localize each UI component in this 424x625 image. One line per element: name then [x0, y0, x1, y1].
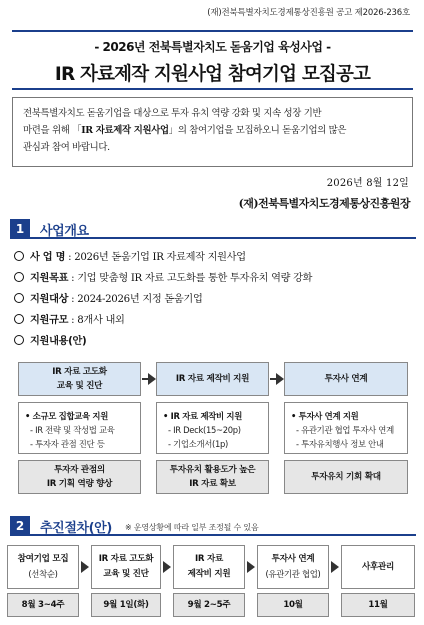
flow-desc-1-item-1: - IR 전략 및 작성법 교육 [30, 425, 115, 435]
title-box [12, 30, 413, 90]
step-3 [173, 545, 245, 589]
item-key: 지원규모 [30, 315, 69, 326]
flow-result-2-line-2: IR 자료 확보 [189, 479, 236, 489]
flow-desc-3-head: • 투자사 연계 지원 [291, 411, 359, 421]
step-3-line-1: IR 자료 [195, 554, 223, 564]
step-5-line-1: 사후관리 [361, 561, 394, 572]
step-5 [341, 545, 415, 589]
flow-desc-1 [18, 402, 141, 454]
overview-item-target [14, 287, 414, 308]
intro-line-2-pre: 마련을 위해 「 [23, 125, 82, 136]
flow-desc-2-head: • IR 자료 제작비 지원 [163, 411, 243, 421]
section-2-note: ※ 운영상황에 따라 일부 조정될 수 있음 [125, 523, 259, 532]
page-title: IR 자료제작 지원사업 참여기업 모집공고 [54, 64, 371, 85]
step-1 [7, 545, 79, 589]
overview-item-scale [14, 308, 414, 329]
item-value: : 8개사 내외 [71, 315, 125, 326]
flow-head-1-line-1: IR 자료 고도화 [52, 367, 107, 377]
step-1-line-1: 참여기업 모집 [17, 554, 69, 564]
arrow-right-icon [331, 561, 339, 573]
arrow-right-icon [247, 561, 255, 573]
step-4 [257, 545, 329, 589]
flow-desc-1-item-2: - 투자자 관점 진단 등 [30, 439, 105, 449]
circle-bullet-icon [14, 314, 24, 324]
intro-line-1: 전북특별자치도 돋움기업을 대상으로 투자 유치 역량 강화 및 지속 성장 기반 [23, 108, 322, 119]
arrow-right-icon [276, 373, 284, 385]
flow-result-2 [156, 460, 269, 494]
step-1-line-2: (선착순) [28, 569, 58, 579]
item-value: : 기업 맞춤형 IR 자료 고도화를 통한 투자유치 역량 강화 [71, 273, 313, 284]
flow-desc-2 [156, 402, 269, 454]
step-2-period [91, 593, 161, 617]
step-5-period [341, 593, 415, 617]
section-2-number: 2 [10, 516, 30, 536]
intro-line-2 [23, 122, 402, 139]
document-number: (재)전북특별자치도경제통상진흥원 공고 제2026-236호 [207, 8, 410, 18]
flow-head-1 [18, 362, 141, 396]
item-key: 지원목표 [30, 273, 69, 284]
intro-line-2-bold: IR 자료제작 지원사업 [81, 125, 169, 136]
flow-result-3-line-1: 투자유치 기회 확대 [311, 472, 381, 482]
step-3-period-text: 9월 2~5주 [187, 600, 231, 610]
item-value: : 2024-2026년 지정 돋움기업 [71, 294, 203, 305]
item-value: : 2026년 돋움기업 IR 자료제작 지원사업 [68, 252, 246, 263]
flow-desc-3 [284, 402, 408, 454]
overview-item-goal [14, 266, 414, 287]
section-1-header [10, 219, 416, 239]
flow-desc-2-item-1: - IR Deck(15~20p) [168, 425, 241, 435]
step-1-period-text: 8월 3~4주 [21, 600, 65, 610]
step-2 [91, 545, 161, 589]
item-key: 사 업 명 [30, 252, 66, 263]
step-2-period-text: 9월 1일(화) [103, 600, 149, 610]
flow-result-2-line-1: 투자유치 활용도가 높은 [169, 465, 256, 475]
step-4-line-2: (유관기관 협업) [265, 569, 321, 579]
step-4-period [257, 593, 329, 617]
arrow-right-icon [163, 561, 171, 573]
flow-result-1-line-1: 투자자 관점의 [54, 465, 105, 475]
circle-bullet-icon [14, 293, 24, 303]
circle-bullet-icon [14, 251, 24, 261]
flow-head-1-line-2: 교육 및 진단 [56, 381, 103, 391]
overview-item-content [14, 329, 414, 350]
flow-head-3 [284, 362, 408, 396]
step-2-line-2: 교육 및 진단 [103, 569, 149, 579]
overview-item-name [14, 245, 414, 266]
overview-list [14, 245, 414, 350]
circle-bullet-icon [14, 272, 24, 282]
step-2-line-1: IR 자료 고도화 [98, 554, 154, 564]
flow-desc-3-item-2: - 투자유치행사 정보 안내 [296, 439, 384, 449]
step-4-period-text: 10월 [283, 600, 303, 610]
flow-result-1 [18, 460, 141, 494]
title-subtitle: - 2026년 전북특별자치도 돋움기업 육성사업 - [94, 40, 331, 54]
item-key: 지원대상 [30, 294, 69, 305]
intro-line-2-post: 」의 참여기업을 모집하오니 돋움기업의 많은 [168, 125, 347, 136]
flow-result-1-line-2: IR 기획 역량 향상 [46, 479, 113, 489]
signer: (재)전북특별자치도경제통상진흥원장 [238, 197, 410, 210]
section-1-number: 1 [10, 219, 30, 239]
step-4-line-1: 투자사 연계 [271, 554, 315, 564]
flow-result-3 [284, 460, 408, 494]
circle-bullet-icon [14, 335, 24, 345]
arrow-right-icon [81, 561, 89, 573]
flow-head-3-line-1: 투자사 연계 [324, 374, 368, 384]
step-5-period-text: 11월 [368, 600, 388, 610]
step-3-line-2: 제작비 지원 [187, 569, 231, 579]
flow-head-2-line-1: IR 자료 제작비 지원 [175, 374, 250, 384]
arrow-right-icon [148, 373, 156, 385]
section-2-header [10, 516, 416, 536]
intro-line-3: 관심과 참여 바랍니다. [23, 142, 110, 153]
section-2-title: 추진절차(안) [40, 521, 112, 536]
item-key: 지원내용(안) [30, 336, 87, 347]
intro-box [12, 97, 413, 167]
flow-desc-1-head: • 소규모 집합교육 지원 [25, 411, 109, 421]
flow-head-2 [156, 362, 269, 396]
flow-desc-2-item-2: - 기업소개서(1p) [168, 439, 229, 449]
announcement-date: 2026년 8월 12일 [326, 178, 409, 189]
step-1-period [7, 593, 79, 617]
flow-desc-3-item-1: - 유관기관 협업 투자사 연계 [296, 425, 394, 435]
step-3-period [173, 593, 245, 617]
section-1-title: 사업개요 [40, 224, 89, 239]
